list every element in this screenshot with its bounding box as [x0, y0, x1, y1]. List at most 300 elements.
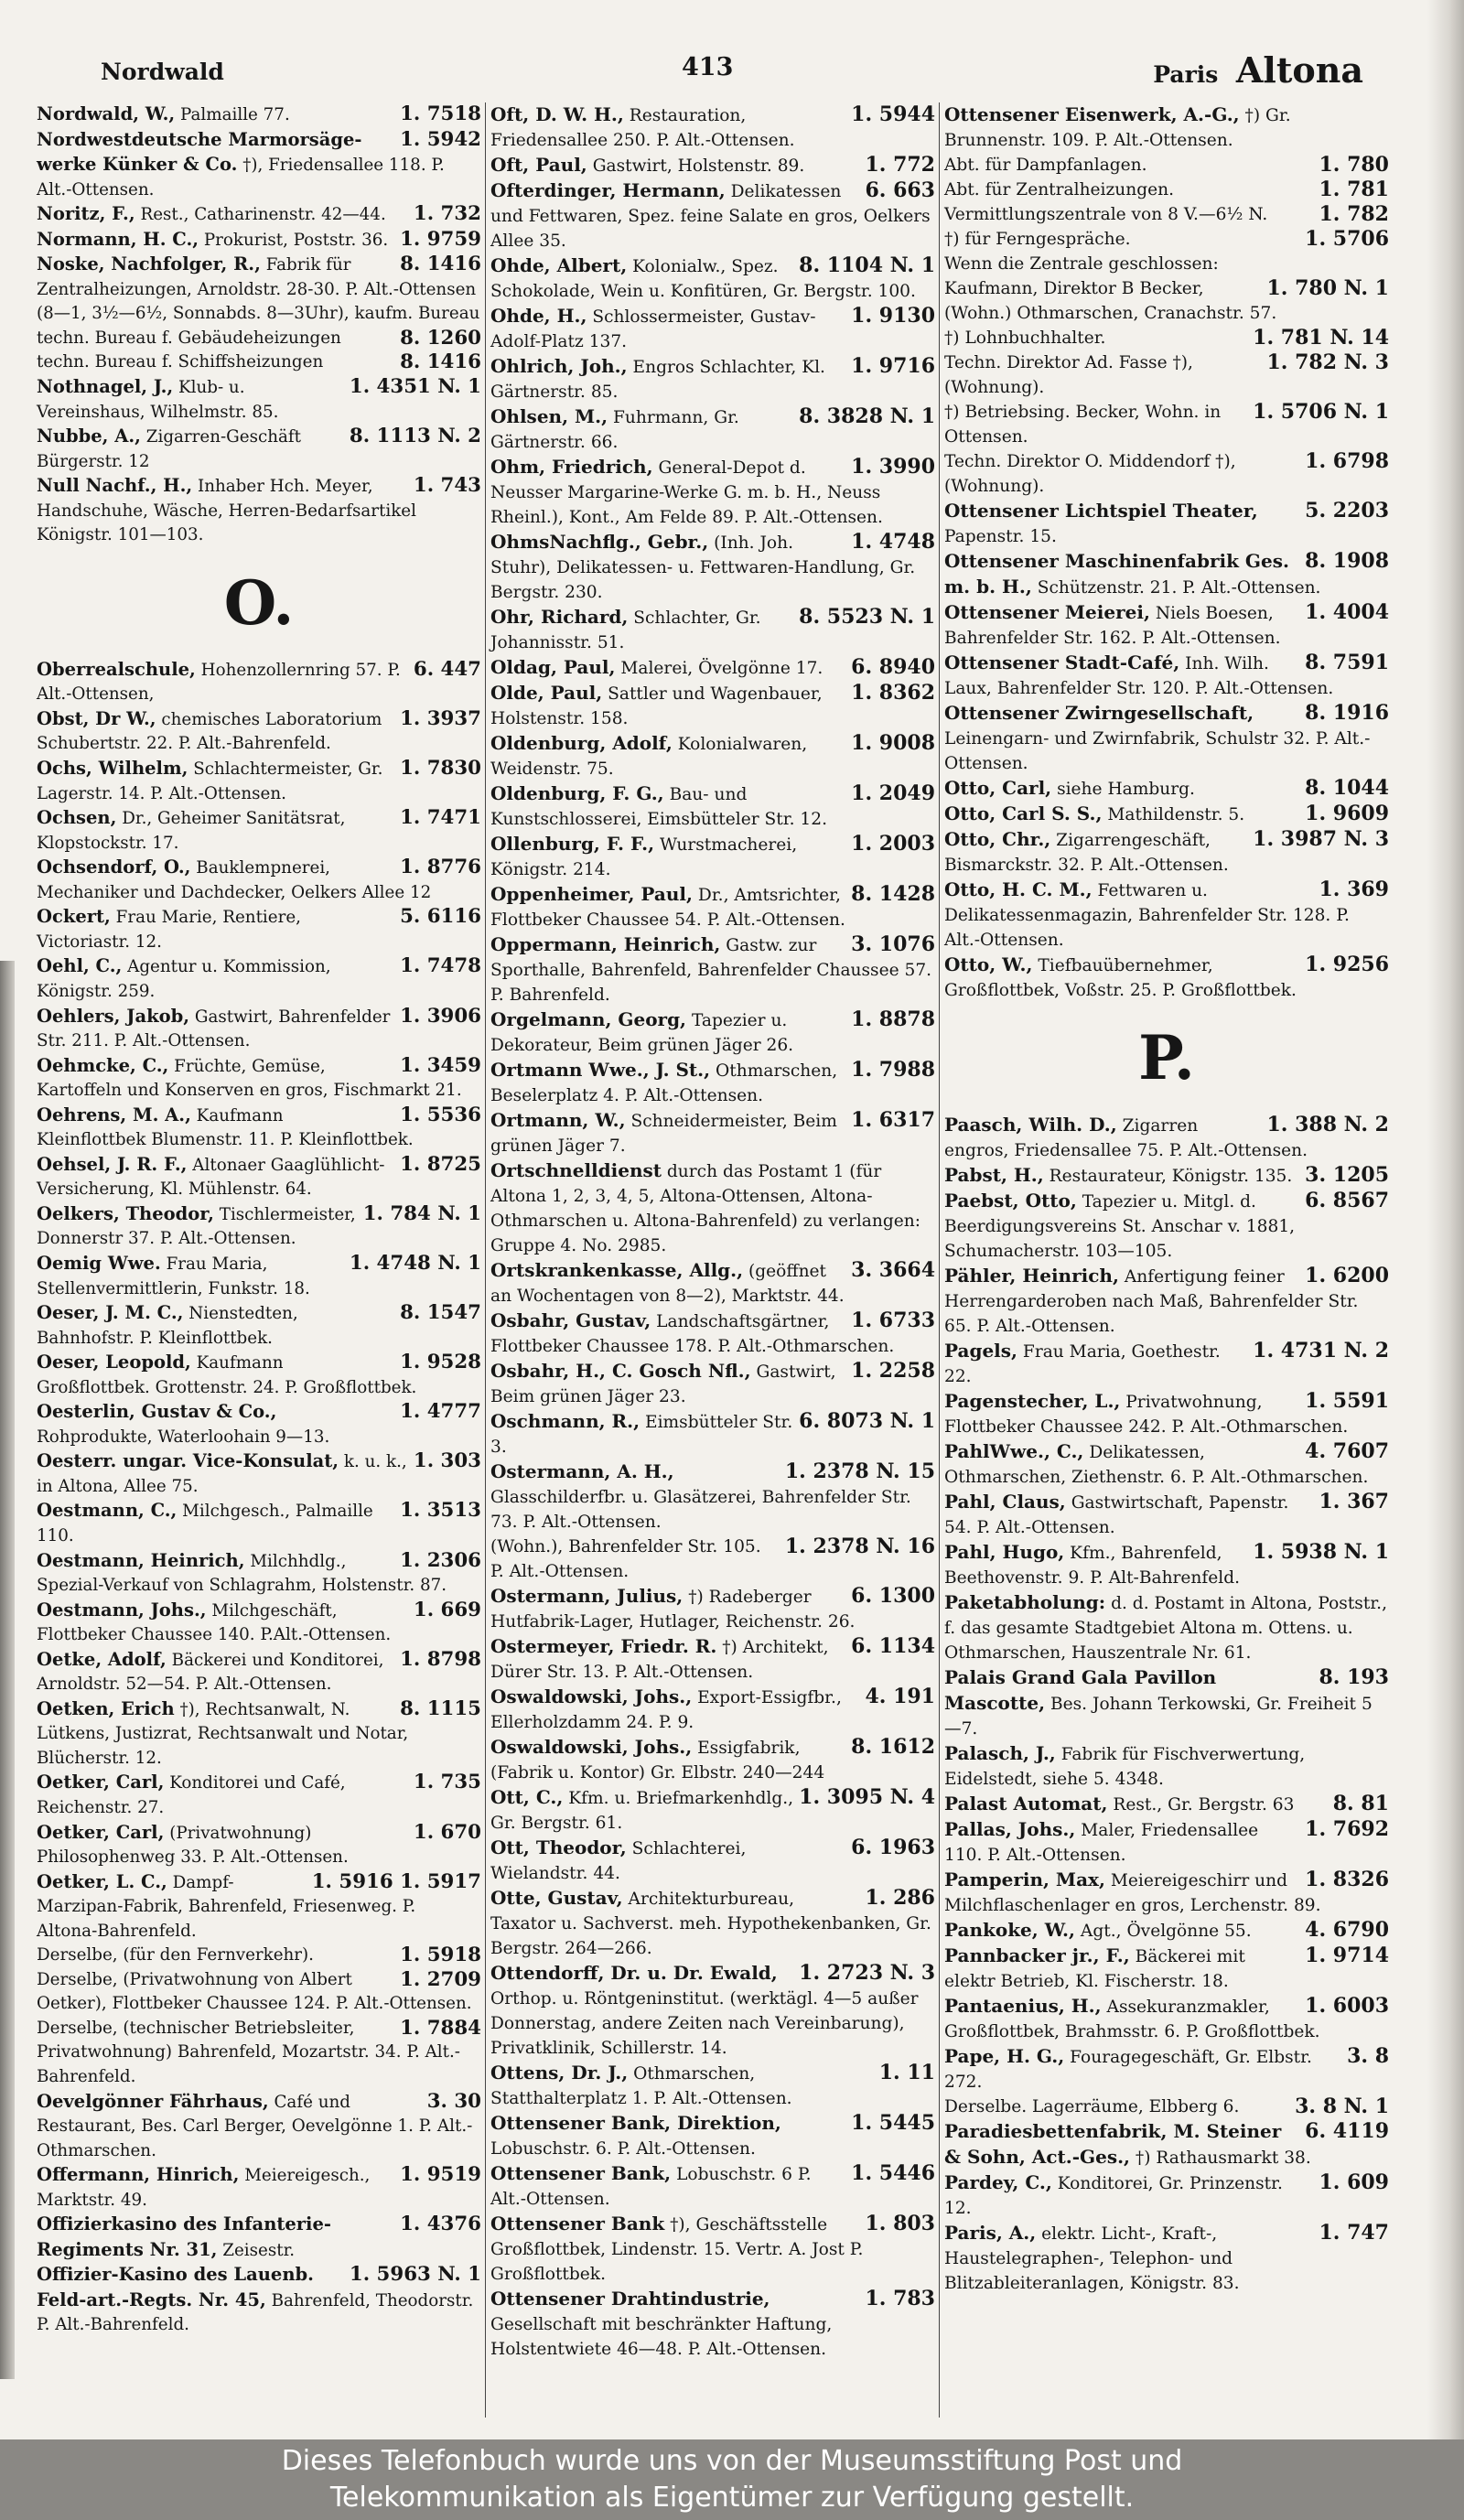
entry-details: Bes. Johann Terkowski, Gr. Freiheit 5—7. [944, 1695, 1372, 1739]
directory-entry [37, 474, 481, 548]
directory-entry [944, 1994, 1389, 2044]
entry-name: Ortmann Wwe., J. St., [490, 1059, 711, 1081]
phone-number: 6. 663 [865, 178, 935, 202]
entry-name: Oetker, Carl, [37, 1821, 165, 1843]
entry-details: Zigarren engros, Friedensallee 75. P. Alt.-Ottensen. [944, 1116, 1308, 1160]
phone-number: 1. 5944 [851, 102, 935, 126]
phone-number: 1. 4777 [400, 1400, 481, 1424]
phone-number: 1. 7518 [400, 102, 481, 125]
entry-name: Ohlrich, Joh., [490, 355, 628, 377]
entry-details: Export-Essigfbr., Ellerholzdamm 24. P. 9. [490, 1688, 842, 1732]
directory-entry [37, 905, 481, 954]
phone-number: 1. 2378 N. 15 [784, 1459, 935, 1483]
phone-number: 1. 303 [413, 1449, 481, 1473]
entry-details: Abt. für Zentralheizungen. [944, 180, 1175, 199]
entry-details: †) Radeberger Hutfabrik-Lager, Hutlager, Reichenstr. 26. [490, 1588, 856, 1632]
entry-name: Oestmann, Heinrich, [37, 1549, 245, 1571]
directory-entry [490, 2287, 935, 2362]
phone-number: 1. 4748 N. 1 [349, 1251, 481, 1275]
entry-name: Pagenstecher, L., [944, 1390, 1121, 1412]
phone-number: 1. 8362 [851, 681, 935, 705]
entry-details: Gesellschaft mit beschränkter Haftung, Holstentwiete 46—48. P. Alt.-Ottensen. [490, 2315, 833, 2359]
phone-number: 1. 2049 [851, 781, 935, 805]
directory-entry [490, 605, 935, 655]
entry-name: Ohlsen, M., [490, 405, 608, 427]
entry-name: Oestmann, Johs., [37, 1599, 207, 1621]
entry-details: Klub- u. Vereinshaus, Wilhelmstr. 85. [37, 378, 279, 422]
phone-number: 1. 780 N. 1 [1266, 276, 1389, 300]
phone-number: 1. 7830 [400, 757, 481, 781]
entry-details: †), Rechtsanwalt, N. Lütkens, Justizrat, Rechtsanwalt und Notar, Blücherstr. 12. [37, 1699, 409, 1768]
phone-number: 1. 3987 N. 3 [1253, 827, 1389, 851]
entry-name: Paradiesbettenfabrik, M. Steiner & Sohn, Act.-Ges., [944, 2120, 1282, 2168]
directory-entry [37, 2017, 481, 2090]
phone-number: 1. 772 [865, 153, 935, 177]
header-right-keywords [1153, 49, 1363, 91]
entry-details: Vermittlungszentrale von 8 V.—6½ N. [944, 205, 1268, 224]
directory-entry [37, 425, 481, 474]
entry-name: Ottensener Lichtspiel Theater, [944, 500, 1258, 522]
entry-name: Ortschnelldienst [490, 1159, 662, 1181]
entry-details: Landschaftsgärtner, Flottbeker Chaussee 178. P. Alt.-Othmarschen. [490, 1312, 895, 1356]
directory-entry [37, 2163, 481, 2213]
phone-number: 1. 9130 [851, 304, 935, 328]
directory-entry [944, 1439, 1389, 1490]
entry-details: †) Lohnbuchhalter. [944, 328, 1106, 348]
phone-number: 1. 369 [1319, 878, 1389, 901]
entry-name: Oetken, Erich [37, 1697, 175, 1719]
entry-details: Kolonialw., Spez. Schokolade, Wein u. Konfitüren, Gr. Bergstr. 100. [490, 257, 916, 301]
entry-details: Frau Maria, Stellenvermittlerin, Funkstr. 18. [37, 1254, 310, 1298]
directory-entry [37, 658, 481, 707]
directory-entry [37, 1599, 481, 1648]
entry-name: Otto, Carl S. S., [944, 802, 1103, 824]
entry-name: Oldenburg, Adolf, [490, 732, 673, 754]
section-letter: P. [1138, 1022, 1195, 1093]
entry-details: Bäckerei mit elektr Betrieb, Kl. Fischerstr. 18. [944, 1947, 1245, 1991]
archive-notice [0, 2439, 1464, 2520]
entry-name: Ottensener Bank, Direktion, [490, 2112, 781, 2134]
phone-number: 1. 4351 N. 1 [349, 375, 481, 399]
entry-details: †) Architekt, Dürer Str. 13. P. Alt.-Ottensen. [490, 1638, 829, 1682]
entry-name: Ochsen, [37, 807, 117, 829]
entry-details: Fettwaren u. Delikatessenmagazin, Bahrenfelder Str. 128. P. Alt.-Ottensen. [944, 881, 1350, 950]
directory-entry [490, 932, 935, 1007]
phone-number: 3. 30 [426, 2089, 481, 2113]
phone-number: 8. 7591 [1305, 651, 1389, 674]
phone-number: 1. 6003 [1305, 1994, 1389, 2018]
entry-details: Tapezier u. Mitgl. d. Beerdigungsvereins St. Anschar v. 1881, Schumacherstr. 103—105. [944, 1192, 1296, 1261]
directory-entry [490, 253, 935, 304]
entry-name: Ollenburg, F. F., [490, 833, 655, 855]
entry-details: Maler, Friedensallee 110. P. Alt.-Ottensen. [944, 1821, 1259, 1865]
binding-edge [0, 961, 15, 2379]
entry-details: Rest., Gr. Bergstr. 63 [1113, 1795, 1295, 1815]
directory-entry [490, 2212, 935, 2287]
directory-entry [490, 731, 935, 781]
entry-details: Lobuschstr. 6 P. Alt.-Ottensen. [490, 2165, 812, 2209]
phone-number: 1. 7988 [851, 1058, 935, 1082]
directory-entry [37, 2263, 481, 2338]
entry-details: †), Geschäftsstelle Großflottbek, Lindenstr. 15. Vertr. A. Jost P. Großflottbek. [490, 2215, 864, 2284]
entry-name: Oehrens, M. A., [37, 1104, 191, 1125]
page-number: 413 [682, 53, 734, 81]
phone-number: 1. 8776 [400, 856, 481, 879]
directory-entry [944, 1792, 1389, 1817]
entry-details: Mathildenstr. 5. [1107, 805, 1245, 824]
entry-details: Schützenstr. 21. P. Alt.-Ottensen. [1037, 578, 1321, 598]
entry-name: Ohde, H., [490, 305, 587, 327]
entry-details: Inhaber Hch. Meyer, Handschuhe, Wäsche, Herren-Bedarfsartikel Königstr. 101—103. [37, 477, 416, 545]
phone-number: 1. 803 [865, 2212, 935, 2235]
entry-details: Dr., Geheimer Sanitätsrat, Klopstockstr. 17. [37, 809, 346, 853]
entry-name: Nubbe, A., [37, 425, 141, 447]
entry-name: Oppenheimer, Paul, [490, 883, 693, 905]
entry-details: Derselbe. Lagerräume, Elbberg 6. [944, 2097, 1240, 2116]
phone-number: 1. 5916 1. 5917 [311, 1869, 481, 1893]
entry-details: Gastwirt, Beim grünen Jäger 23. [490, 1362, 836, 1406]
directory-entry [944, 802, 1389, 827]
phone-number: 1. 9519 [400, 2163, 481, 2187]
entry-details: Sattler und Wagenbauer, Holstenstr. 158. [490, 684, 823, 728]
directory-entry [490, 1258, 935, 1308]
directory-entry [490, 1058, 935, 1108]
entry-details: Zigarrengeschäft, Bismarckstr. 32. P. Alt.-Ottensen. [944, 831, 1229, 875]
entry-name: Ochs, Wilhelm, [37, 758, 188, 780]
phone-number: 1. 7884 [400, 2016, 481, 2040]
entry-details: Tiefbauübernehmer, Großflottbek, Voßstr. 25. P. Großflottbek. [944, 956, 1297, 1000]
directory-entry [37, 1449, 481, 1499]
directory-entry [37, 375, 481, 425]
entry-name: Palais Grand Gala Pavillon Mascotte, [944, 1666, 1217, 1714]
phone-number: 1. 780 [1319, 153, 1389, 177]
entry-name: Pähler, Heinrich, [944, 1265, 1119, 1287]
phone-number: 4. 6790 [1305, 1918, 1389, 1942]
phone-number: 1. 3095 N. 4 [799, 1785, 935, 1809]
phone-number: 8. 1104 N. 1 [799, 253, 935, 277]
entry-name: Oppermann, Heinrich, [490, 933, 721, 955]
phone-number: 8. 1113 N. 2 [349, 425, 481, 448]
entry-details: Rest., Catharinenstr. 42—44. [140, 205, 386, 225]
directory-entry [944, 1163, 1389, 1189]
phone-number: 1. 781 N. 14 [1253, 326, 1389, 350]
phone-number: 8. 1916 [1305, 701, 1389, 725]
directory-entry [490, 1007, 935, 1058]
entry-details: Fabrik für Fischverwertung, Eidelstedt, siehe 5. 4348. [944, 1745, 1306, 1789]
entry-name: Oft, D. W. H., [490, 103, 624, 125]
entry-details: Bäckerei und Konditorei, Arnoldstr. 52—54. P. Alt.-Ottensen. [37, 1650, 384, 1695]
entry-details: (Inh. Joh. Stuhr), Delikatessen- u. Fettwaren-Handlung, Gr. Bergstr. 230. [490, 533, 916, 602]
entry-name: Ottensener Drahtindustrie, [490, 2288, 770, 2310]
entry-details: Schlachter, Gr. Johannisstr. 51. [490, 608, 761, 652]
entry-name: Pallas, Johs., [944, 1818, 1076, 1840]
phone-number: 8. 1908 [1305, 549, 1389, 573]
entry-name: Offermann, Hinrich, [37, 2164, 240, 2186]
phone-number: 6. 8073 N. 1 [799, 1409, 935, 1433]
phone-number: 6. 1300 [851, 1584, 935, 1608]
entry-details: k. u. k., in Altona, Allee 75. [37, 1452, 407, 1496]
phone-number: 1. 9759 [400, 227, 481, 251]
entry-details: Eimsbütteler Str. 3. [490, 1413, 793, 1457]
directory-entry [944, 1189, 1389, 1264]
entry-name: Oswaldowski, Johs., [490, 1685, 693, 1707]
phone-number: 1. 735 [413, 1771, 481, 1794]
directory-entry [944, 1540, 1389, 1590]
directory-entry [37, 1104, 481, 1153]
directory-entry [37, 856, 481, 905]
entry-details: †), Friedensallee 118. P. Alt.-Ottensen. [37, 156, 445, 199]
directory-entry [490, 681, 935, 731]
phone-number: 1. 2003 [851, 832, 935, 856]
directory-entry [944, 1590, 1389, 1665]
phone-number: 3. 1076 [851, 932, 935, 956]
entry-details: Konditorei, Gr. Prinzenstr. 12. [944, 2174, 1283, 2218]
phone-number: 1. 5591 [1305, 1389, 1389, 1413]
entry-name: Nothnagel, J., [37, 376, 174, 398]
entry-details: Bauklempnerei, Mechaniker und Dachdecker, Oelkers Allee 12 [37, 858, 432, 902]
entry-name: Pantaenius, H., [944, 1995, 1102, 2017]
entry-details: Malerei, Övelgönne 17. [620, 659, 824, 678]
entry-name: Orgelmann, Georg, [490, 1008, 687, 1030]
directory-entry [944, 350, 1389, 400]
entry-details: Bau- und Kunstschlosserei, Eimsbütteler Str. 12. [490, 785, 827, 829]
phone-number: 6. 1963 [851, 1836, 935, 1859]
directory-entry [490, 1886, 935, 1961]
entry-details: Restauration, Friedensallee 250. P. Alt.-Ottensen. [490, 106, 795, 150]
phone-number: 1. 8725 [400, 1152, 481, 1176]
directory-entry [490, 1634, 935, 1685]
entry-name: Pagels, [944, 1340, 1017, 1362]
entry-name: Palast Automat, [944, 1793, 1108, 1815]
entry-details: Frau Marie, Rentiere, Victoriastr. 12. [37, 908, 301, 952]
entry-details: Fuhrmann, Gr. Gärtnerstr. 66. [490, 408, 739, 452]
directory-entry [490, 102, 935, 153]
directory-entry [944, 2095, 1389, 2119]
entry-details: elektr. Licht-, Kraft-, Haustelegraphen-, Telephon- und Blitzableiteranlagen, Königstr. 83. [944, 2224, 1240, 2293]
phone-number: 1. 5445 [851, 2111, 935, 2135]
phone-number: 1. 9716 [851, 354, 935, 378]
entry-name: Ottens, Dr. J., [490, 2062, 629, 2084]
directory-entry [944, 1389, 1389, 1439]
phone-number: 1. 3937 [400, 706, 481, 730]
phone-number: 1. 782 N. 3 [1266, 350, 1389, 374]
entry-name: Oeser, Leopold, [37, 1352, 191, 1373]
entry-name: Pardey, C., [944, 2171, 1052, 2193]
entry-name: Osbahr, Gustav, [490, 1309, 651, 1331]
entry-name: Oswaldowski, Johs., [490, 1736, 693, 1758]
phone-number: 1. 5942 [400, 127, 481, 151]
entry-name: Obst, Dr W., [37, 707, 156, 729]
entry-name: Paketabholung: [944, 1591, 1106, 1613]
header-left-keyword: Nordwald [101, 59, 224, 85]
directory-entry [37, 1153, 481, 1202]
entry-details: Kfm., Bahrenfeld, Beethovenstr. 9. P. Alt-Bahrenfeld. [944, 1544, 1241, 1588]
entry-details: Nienstedten, Bahnhofstr. P. Kleinflottbek. [37, 1304, 298, 1348]
directory-entry [37, 1944, 481, 1968]
entry-details: Gastwirt, Holstenstr. 89. [592, 156, 805, 176]
entry-details: Niels Boesen, Bahrenfelder Str. 162. P. Alt.-Ottensen. [944, 604, 1281, 648]
directory-entry [944, 1665, 1389, 1741]
archive-notice-line-1: Dieses Telefonbuch wurde uns von der Museumsstiftung Post und [281, 2445, 1183, 2477]
directory-entry [944, 449, 1389, 499]
entry-name: Otto, Carl, [944, 777, 1052, 799]
directory-entry [944, 651, 1389, 701]
directory-entry [37, 1697, 481, 1772]
phone-number: 3. 8 [1347, 2044, 1389, 2068]
entry-name: Nordwestdeutsche Marmorsäge-werke Künker & Co. [37, 128, 362, 176]
phone-number: 8. 1416 [400, 350, 481, 374]
entry-details: Wurstmacherei, Königstr. 214. [490, 835, 798, 879]
entry-name: PahlWwe., C., [944, 1440, 1084, 1462]
entry-details: Tapezier u. Dekorateur, Beim grünen Jäger 26. [490, 1011, 794, 1055]
directory-entry [37, 1301, 481, 1351]
phone-number: 1. 9256 [1305, 953, 1389, 976]
directory-entry [490, 1535, 935, 1584]
entry-details: Fouragegeschäft, Gr. Elbstr. 272. [944, 2048, 1312, 2092]
entry-details: Meiereigeschirr und Milchflaschenlager en gros, Lerchenstr. 89. [944, 1871, 1321, 1915]
page-header [101, 40, 1363, 95]
entry-details: Assekuranzmakler, Großflottbek, Brahmsstr. 6. P. Großflottbek. [944, 1998, 1320, 2041]
directory-entry [944, 1944, 1389, 1994]
entry-details: Othmarschen, Statthalterplatz 1. P. Alt.-Ottensen. [490, 2064, 792, 2108]
column-2 [490, 102, 935, 2418]
column-1 [37, 102, 481, 2418]
phone-number: 1. 8326 [1305, 1868, 1389, 1891]
header-right-city: Altona [1235, 49, 1363, 91]
phone-number: 8. 3828 N. 1 [799, 404, 935, 428]
entry-details: Prokurist, Poststr. 36. [203, 230, 389, 250]
phone-number: 1. 3990 [851, 455, 935, 479]
phone-number: 3. 1205 [1305, 1163, 1389, 1187]
entry-details: Tischlermeister, Donnerstr 37. P. Alt.-Ottensen. [37, 1204, 356, 1249]
phone-number: 5. 2203 [1305, 499, 1389, 522]
entry-details: Früchte, Gemüse, Kartoffeln und Konserven en gros, Fischmarkt 21. [37, 1056, 462, 1101]
directory-entry [490, 455, 935, 530]
phone-number: 1. 5918 [400, 1944, 481, 1967]
phone-number: 1. 5706 [1305, 227, 1389, 251]
entry-name: Pahl, Claus, [944, 1491, 1066, 1513]
directory-entry [37, 1054, 481, 1104]
phone-number: 8. 5523 N. 1 [799, 605, 935, 629]
directory-entry [944, 1339, 1389, 1389]
entry-name: Ottensener Stadt-Café, [944, 652, 1180, 673]
entry-details: Kaufmann Großflottbek. Grottenstr. 24. P. Großflottbek. [37, 1353, 417, 1397]
entry-details: Glasschilderfbr. u. Glasätzerei, Bahrenfelder Str. 73. P. Alt.-Ottensen. [490, 1488, 911, 1532]
phone-number: 8. 1428 [851, 882, 935, 906]
directory-entry [490, 1836, 935, 1886]
entry-details: Othmarschen, Beselerplatz 4. P. Alt.-Ottensen. [490, 1061, 838, 1105]
phone-number: 6. 8567 [1305, 1189, 1389, 1212]
directory-entry [490, 1685, 935, 1735]
entry-details: (geöffnet an Wochentagen von 8—2), Marktstr. 44. [490, 1262, 845, 1306]
directory-entry [37, 1005, 481, 1054]
directory-entry [944, 178, 1389, 202]
phone-number: 1. 9609 [1305, 802, 1389, 825]
entry-details: Architekturbureau, Taxator u. Sachverst. meh. Hypothekenbanken, Gr. Bergstr. 264—266. [490, 1890, 931, 1958]
entry-details: General-Depot d. Neusser Margarine-Werke G. m. b. H., Neuss Rheinl.), Kont., Am Felde 89. P. Alt.-Ottensen. [490, 458, 883, 527]
phone-number: 1. 782 [1319, 202, 1389, 226]
phone-number: 1. 609 [1319, 2170, 1389, 2194]
entry-name: Noritz, F., [37, 203, 135, 225]
phone-number: 8. 193 [1319, 1665, 1389, 1689]
entry-details: Café und Restaurant, Bes. Carl Berger, Oevelgönne 1. P. Alt.-Othmarschen. [37, 2092, 473, 2160]
entry-name: Paebst, Otto, [944, 1190, 1077, 1212]
directory-entry [37, 1968, 481, 2017]
entry-details: Engros Schlachter, Kl. Gärtnerstr. 85. [490, 358, 825, 402]
phone-number: 1. 784 N. 1 [362, 1201, 481, 1225]
entry-name: Oeser, J. M. C., [37, 1302, 184, 1324]
phone-number: 1. 2723 N. 3 [799, 1961, 935, 1985]
directory-entry [490, 655, 935, 681]
entry-details: Kaufmann Kleinflottbek Blumenstr. 11. P. Kleinflottbek. [37, 1105, 414, 1150]
entry-name: Pabst, H., [944, 1164, 1044, 1186]
phone-number: 1. 4004 [1305, 600, 1389, 624]
entry-name: Paris, A., [944, 2222, 1037, 2244]
phone-number: 1. 783 [865, 2287, 935, 2310]
directory-entry [490, 2111, 935, 2161]
entry-details: Zeisestr. [222, 2240, 296, 2260]
phone-number: 1. 6733 [851, 1308, 935, 1332]
column-3 [944, 102, 1389, 2418]
directory-entry [944, 2119, 1389, 2170]
directory-entry [490, 1584, 935, 1634]
entry-details: Schlachterei, Wielandstr. 44. [490, 1839, 747, 1883]
directory-entry [490, 404, 935, 455]
phone-number: 1. 4748 [851, 530, 935, 554]
entry-name: Ottensener Bank [490, 2213, 665, 2235]
entry-name: Ottensener Maschinenfabrik Ges. m. b. H., [944, 550, 1289, 598]
entry-name: Ohr, Richard, [490, 606, 629, 628]
phone-number: 1. 4731 N. 2 [1253, 1339, 1389, 1362]
entry-name: Oschmann, R., [490, 1410, 640, 1432]
entry-details: Privatwohnung, Flottbeker Chaussee 242. P. Alt.-Othmarschen. [944, 1393, 1349, 1437]
entry-details: Bahrenfeld, Theodorstr. P. Alt.-Bahrenfeld. [37, 2290, 474, 2335]
entry-name: Null Nachf., H., [37, 475, 193, 497]
directory-entry [490, 882, 935, 932]
directory-entry [37, 1648, 481, 1697]
directory-entry [37, 1202, 481, 1252]
entry-details: †) Gr. Brunnenstr. 109. P. Alt.-Ottensen. [944, 106, 1291, 150]
directory-entry [944, 827, 1389, 878]
phone-number: 1. 5963 N. 1 [349, 2263, 481, 2287]
directory-entry [37, 1351, 481, 1400]
entry-details: Kolonialwaren, Weidenstr. 75. [490, 735, 808, 779]
entry-name: Ofterdinger, Hermann, [490, 179, 726, 201]
phone-number: 1. 2378 N. 16 [784, 1535, 935, 1558]
entry-details: techn. Bureau f. Schiffsheizungen [37, 352, 324, 372]
entry-name: Oelkers, Theodor, [37, 1202, 214, 1224]
entry-details: Milchgesch., Palmaille 110. [37, 1502, 373, 1545]
entry-name: Offizier-Kasino des Lauenb. Feld-art.-Regts. Nr. 45, [37, 2264, 314, 2310]
directory-entry [944, 1264, 1389, 1339]
entry-details: d. d. Postamt in Altona, Poststr., f. das gesamte Stadtgebiet Altona m. Ottens. u. Othmarschen, Hauszentrale Nr. 61. [944, 1594, 1387, 1663]
entry-details: Rohprodukte, Waterloohain 9—13. [37, 1427, 330, 1447]
directory-entry [37, 350, 481, 375]
phone-number: 6. 4119 [1305, 2119, 1389, 2143]
directory-entry [944, 776, 1389, 802]
directory-entry [944, 2044, 1389, 2095]
directory-entry [37, 806, 481, 856]
phone-number: 4. 191 [865, 1685, 935, 1708]
entry-name: Oesterlin, Gustav & Co., [37, 1401, 277, 1423]
entry-details: Fabrik für Zentralheizungen, Arnoldstr. 28-30. P. Alt.-Ottensen (8—1, 3½—6½, Sonnabds. 8—3Uhr), kaufm. Bureau [37, 255, 480, 324]
phone-number: 1. 286 [865, 1886, 935, 1910]
phone-number: 1. 4376 [400, 2213, 481, 2236]
entry-details: Essigfabrik, (Fabrik u. Kontor) Gr. Elbstr. 240—244 [490, 1739, 825, 1782]
directory-entry [37, 1549, 481, 1599]
directory-entry [37, 202, 481, 228]
page-edge-shadow [1427, 0, 1464, 2439]
